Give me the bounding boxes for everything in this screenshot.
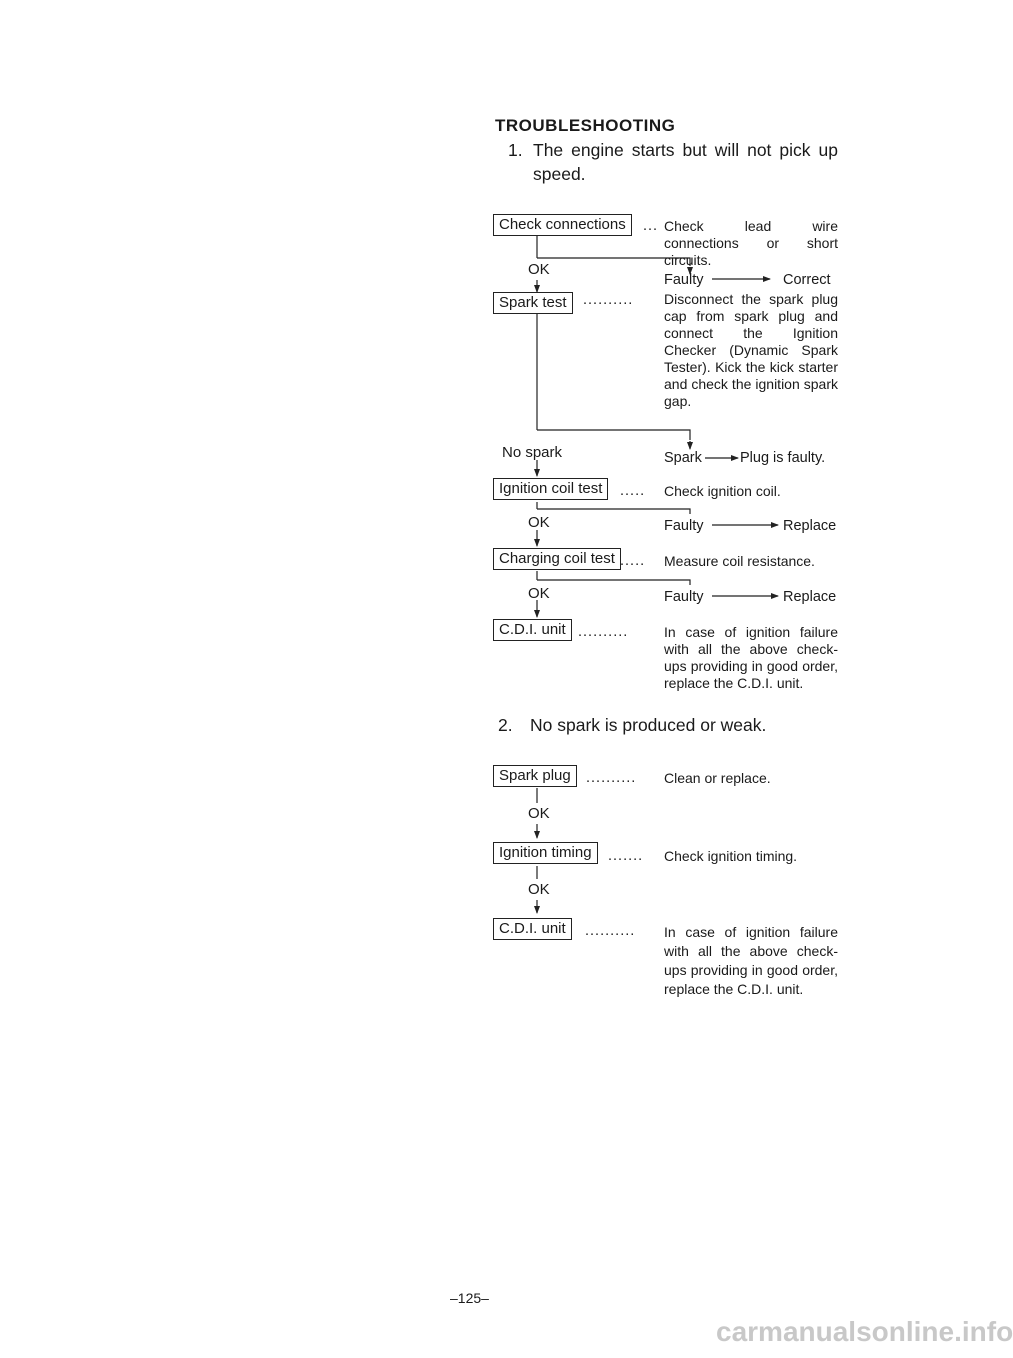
section-1-number: 1. — [508, 140, 523, 160]
dot-leader: .......... — [586, 770, 637, 786]
branch-label-spark: Spark — [664, 450, 702, 466]
section-1-heading: The engine starts but will not pick up speed. — [533, 140, 838, 184]
ok-label: OK — [528, 514, 550, 531]
page-title: TROUBLESHOOTING — [495, 116, 676, 135]
step-description: Clean or replace. — [664, 770, 771, 786]
ok-label: OK — [528, 585, 550, 602]
branch-label-faulty: Faulty — [664, 272, 704, 288]
step-box-ignition-coil-test: Ignition coil test — [493, 478, 608, 500]
step-box-ignition-timing: Ignition timing — [493, 842, 598, 864]
step-description: Disconnect the spark plug cap from spark plug and connect the Ignition Checker (Dynamic Spark Tester). Kick the kick starter and check the ignition spark gap. — [664, 291, 838, 409]
step-box-spark-test: Spark test — [493, 292, 573, 314]
dot-leader: ..... — [620, 483, 646, 499]
dot-leader: .......... — [583, 292, 634, 308]
dot-leader: ....... — [608, 848, 644, 864]
dot-leader: ..... — [620, 553, 646, 569]
step-box-charging-coil-test: Charging coil test — [493, 548, 621, 570]
step-description: In case of ignition failure with all the above check-ups providing in good order, replace the C.D.I. unit. — [664, 624, 838, 691]
dot-leader: .......... — [585, 923, 636, 939]
no-spark-label: No spark — [502, 444, 563, 461]
watermark: carmanualsonline.info — [716, 1316, 1013, 1347]
step-box-cdi-unit: C.D.I. unit — [493, 619, 572, 641]
step-description: Check ignition timing. — [664, 848, 798, 864]
branch-arrow — [537, 580, 690, 585]
ok-label: OK — [528, 261, 550, 278]
step-box-spark-plug: Spark plug — [493, 765, 577, 787]
branch-label-faulty: Faulty — [664, 589, 704, 605]
step-description: In case of ignition failure with all the above check-ups providing in good order, replace the C.D.I. unit. — [664, 924, 838, 997]
step-box-cdi-unit: C.D.I. unit — [493, 918, 572, 940]
section-2-heading: No spark is produced or weak. — [530, 715, 767, 735]
step-description: Check lead wire connections or short circuits. — [664, 218, 838, 268]
branch-label-faulty: Faulty — [664, 518, 704, 534]
step-box-check-connections: Check connections — [493, 214, 632, 236]
page-number: –125– — [450, 1290, 489, 1306]
step-description: Measure coil resistance. — [664, 553, 815, 569]
branch-result: Replace — [783, 589, 837, 605]
section-2-number: 2. — [498, 715, 513, 735]
connector-line — [537, 430, 690, 440]
branch-result: Plug is faulty. — [740, 450, 826, 466]
branch-result: Replace — [783, 518, 837, 534]
ok-label: OK — [528, 805, 550, 822]
branch-result: Correct — [783, 272, 831, 288]
dot-leader: ... — [643, 218, 659, 234]
step-description: Check ignition coil. — [664, 483, 781, 499]
dot-leader: .......... — [578, 624, 629, 640]
ok-label: OK — [528, 881, 550, 898]
branch-arrow — [537, 509, 690, 514]
